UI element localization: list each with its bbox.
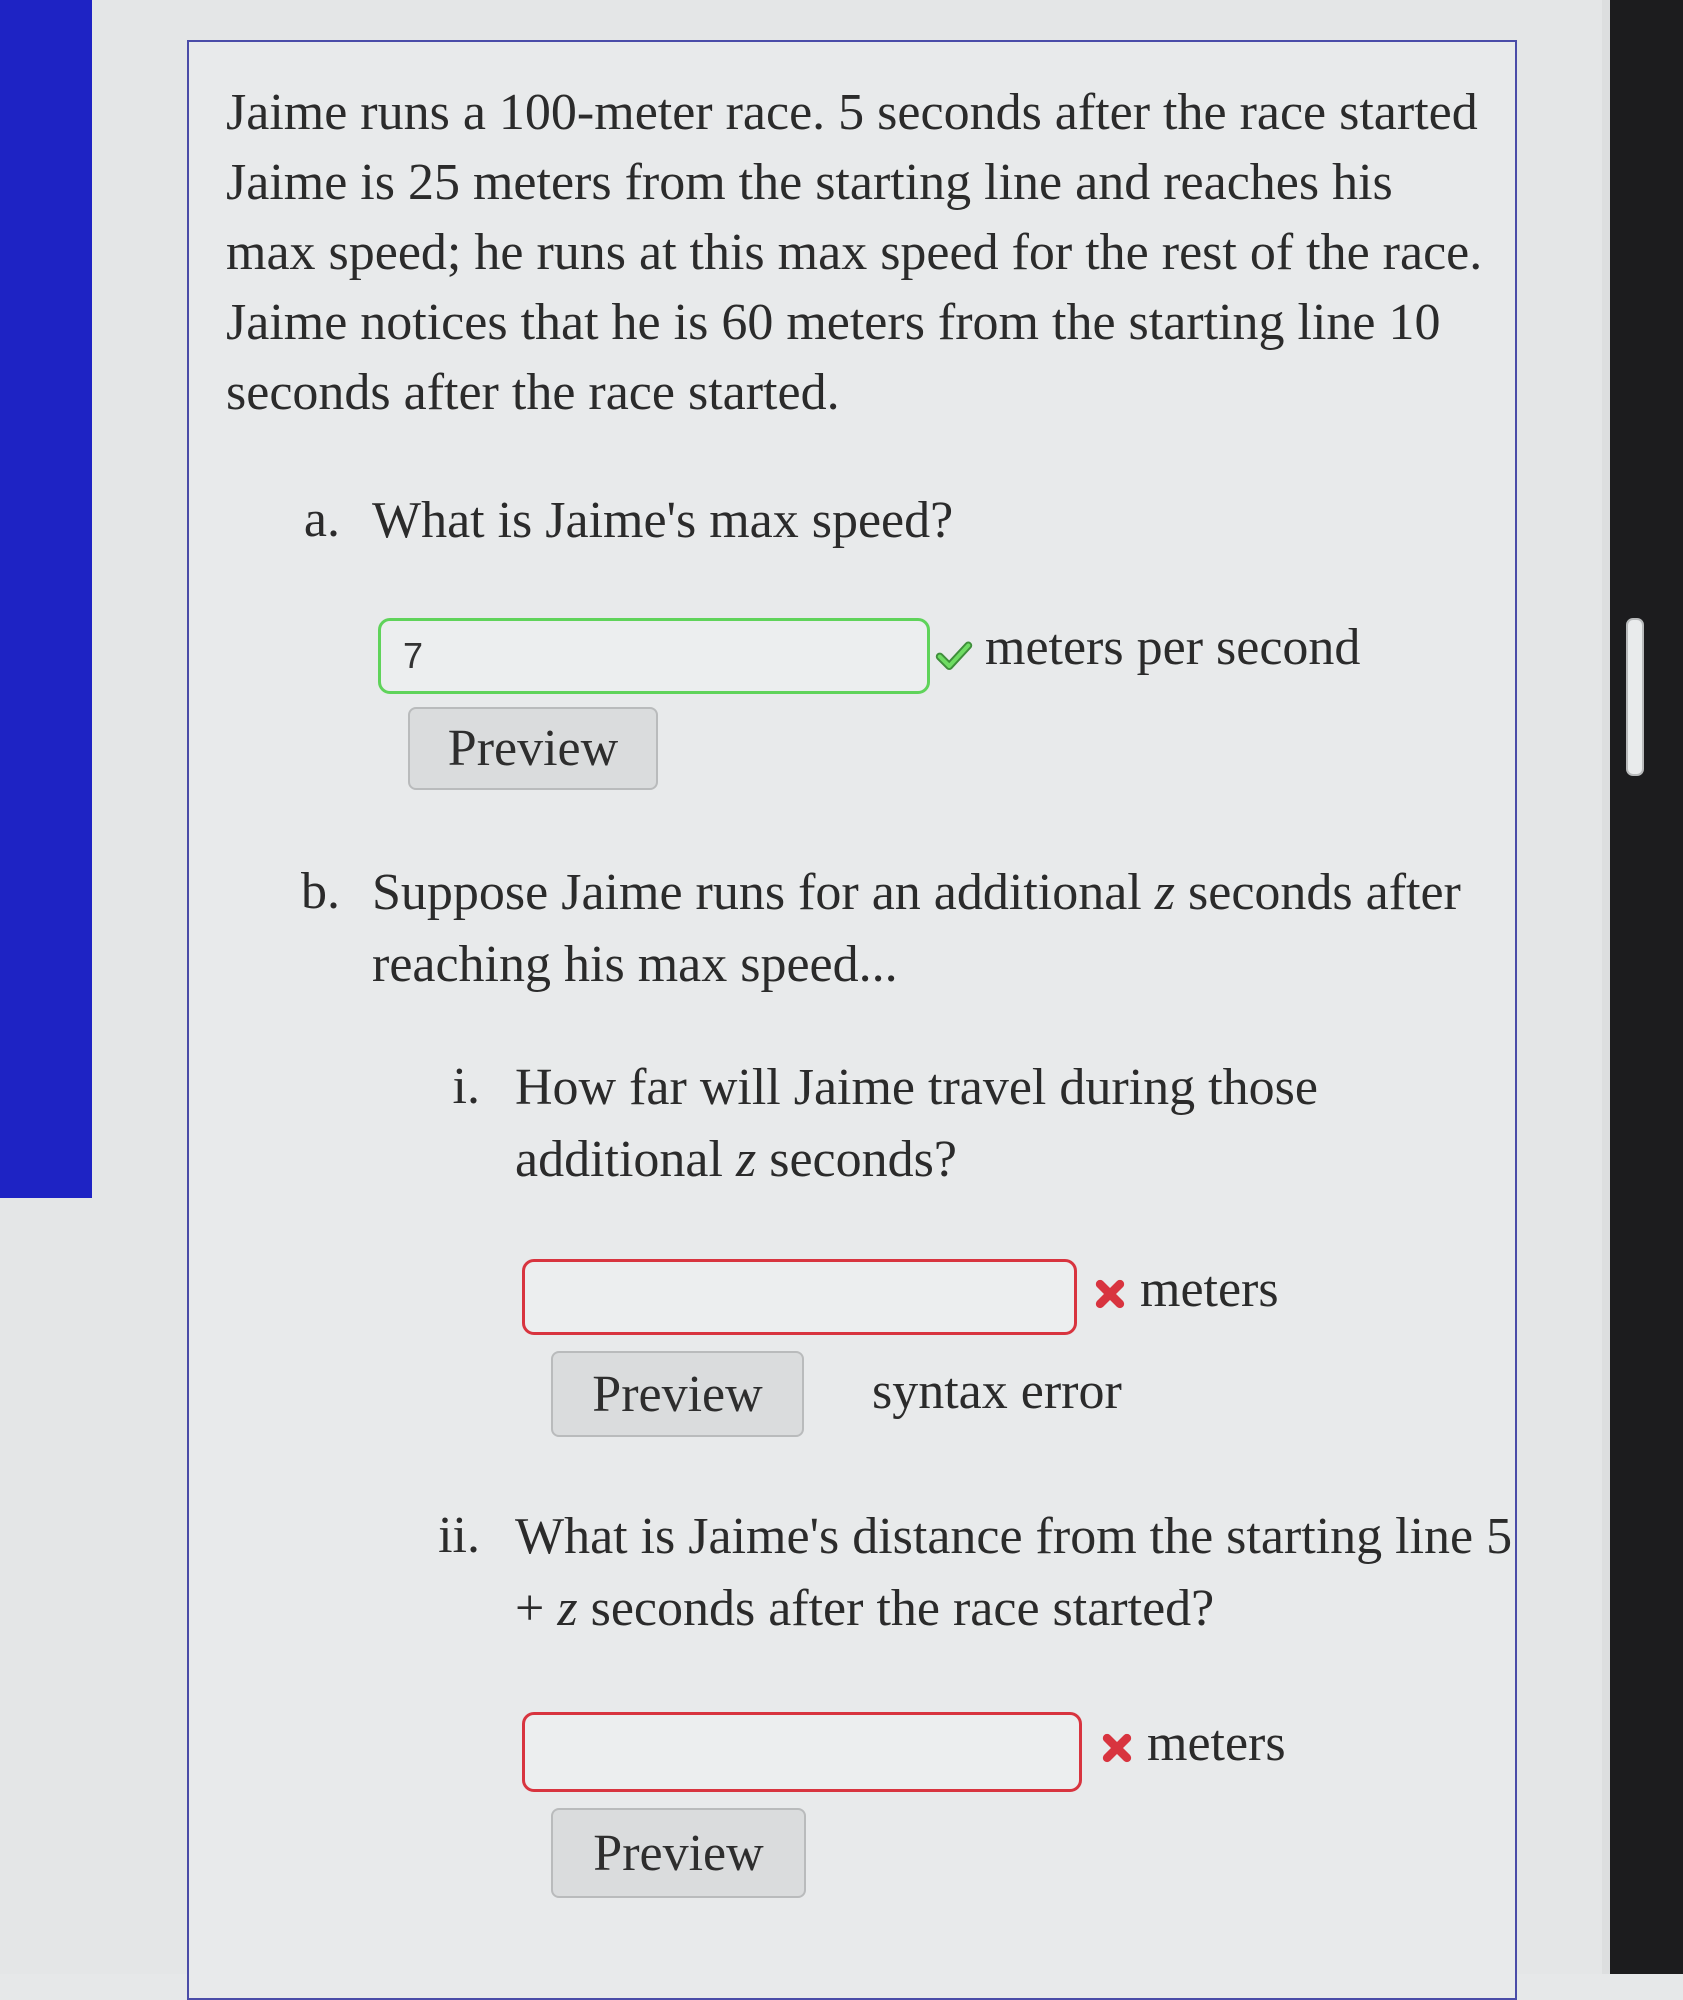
part-a-preview-button[interactable]: Preview [408,707,658,790]
part-a-unit: meters per second [985,619,1361,676]
part-b-marker: b. [301,863,340,920]
sub-ii-variable: z [557,1580,578,1637]
sub-i-preview-button[interactable]: Preview [551,1351,804,1437]
part-b-variable: z [1154,864,1175,921]
sub-i-answer-input[interactable] [522,1259,1077,1335]
sub-i-variable: z [735,1131,757,1188]
part-a-marker: a. [303,491,340,548]
check-icon [935,636,973,674]
sub-ii-question [515,1501,1515,1645]
sub-i-syntax-error-message: syntax error [872,1363,1122,1420]
sidebar-panel [0,0,92,1198]
sub-i-question-end: seconds? [756,1131,957,1188]
part-a-question: What is Jaime's max speed? [372,492,954,549]
sub-i-question [515,1052,1485,1196]
part-b-question [372,857,1482,1001]
sub-ii-question-start: What is Jaime's distance from the starting line 5 + [515,1508,1513,1637]
part-a-answer-input[interactable] [378,618,930,694]
sub-ii-question-end: seconds after the race started? [577,1580,1215,1637]
sub-ii-marker: ii. [438,1507,480,1564]
problem-statement: Jaime runs a 100-meter race. 5 seconds after the race started Jaime is 25 meters from the starting line and reaches his max speed; he runs at this max speed for the rest of the race. Jaime notices that he is 60 meters from the starting line 10 seconds after the race started. [226,84,1483,421]
sub-i-marker: i. [452,1058,480,1115]
sub-ii-unit: meters [1147,1715,1286,1772]
cross-icon [1100,1731,1134,1765]
screen-bezel [1610,0,1683,1974]
part-b-question-start: Suppose Jaime runs for an additional [372,864,1155,921]
scrollbar-thumb[interactable] [1626,618,1644,776]
sub-ii-answer-input[interactable] [522,1712,1082,1792]
cross-icon [1093,1277,1127,1311]
sub-ii-preview-button[interactable]: Preview [551,1808,806,1898]
sub-i-question-start: How far will Jaime travel during those additional [515,1059,1318,1188]
part-b-question-end: seconds after reaching his max speed... [372,864,1461,993]
sub-i-unit: meters [1140,1261,1279,1318]
